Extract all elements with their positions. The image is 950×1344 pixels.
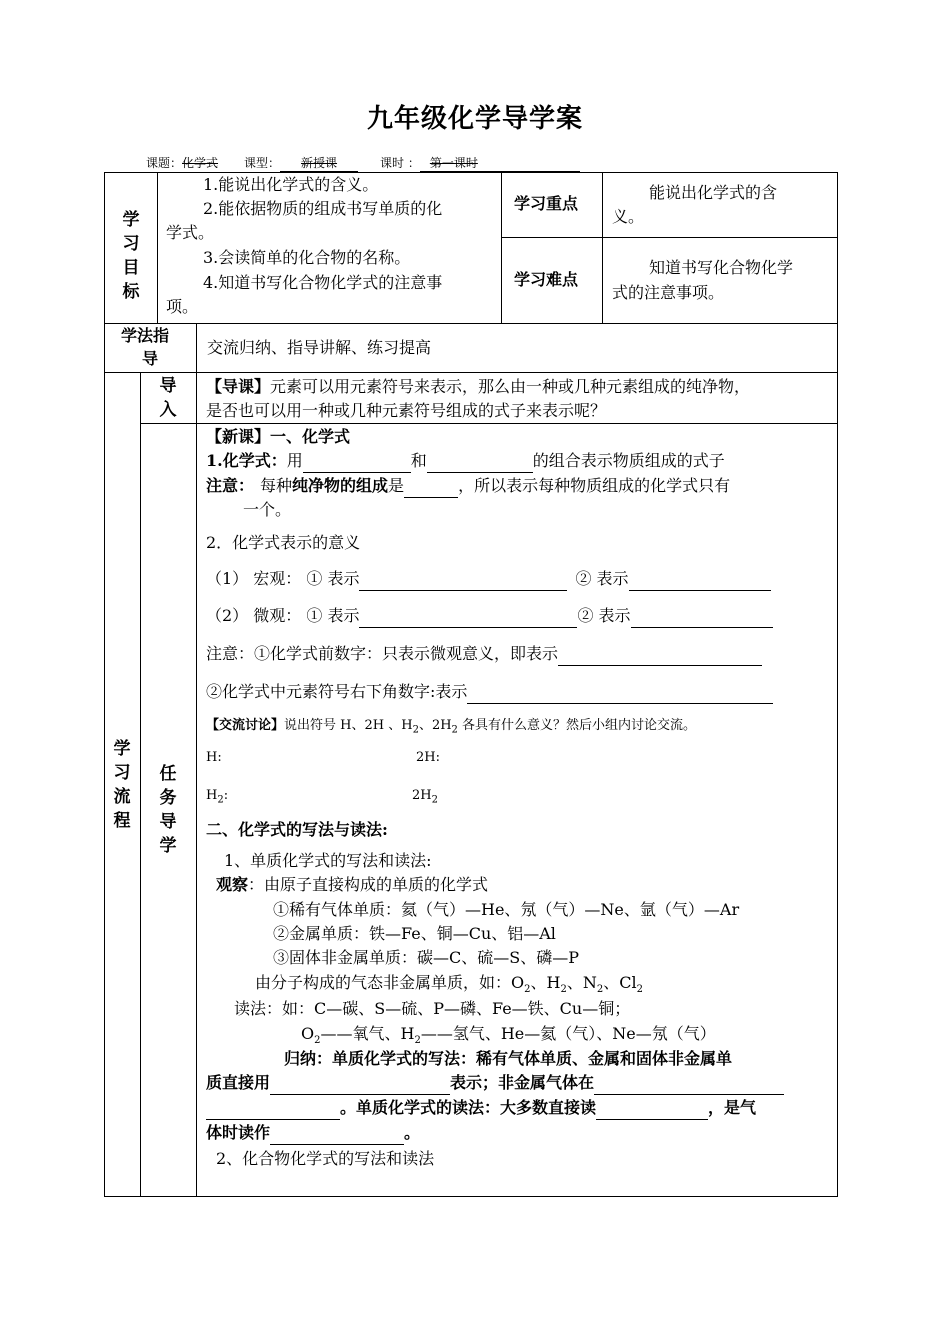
lesson-meta (146, 154, 580, 172)
focus-text: 能说出化学式的含 (649, 183, 778, 202)
new-lesson-heading: 【新课】一、化学式 (206, 427, 351, 446)
page-title: 九年级化学导学案 (366, 104, 583, 134)
read-line: $O_2——$氧气、$H_2——$氢气、He—氦（气）、Ne—氖（气） (301, 1024, 716, 1047)
goal-item: 3.会读简单的化合物的名称。 (203, 248, 411, 267)
type-value: 新授课 (280, 154, 358, 172)
goal-item: 2.能依据物质的组成书写单质的化 (203, 199, 443, 218)
rare-gas-line: ①稀有气体单质：氦（气）—He、氖（气）—Ne、氩（气）—Ar (273, 900, 740, 919)
h-symbol: H: (206, 750, 222, 765)
section2-title: 二、化学式的写法与读法: (206, 820, 388, 839)
difficulty-text: 式的注意事项。 (612, 283, 725, 302)
method-label: 学法指 (121, 326, 170, 345)
meaning-title: 2．化学式表示的意义 (206, 533, 361, 552)
micro-line: （2） 微观： ① 表示 ② 表示 (206, 604, 773, 628)
read-line: 读法：如：C—碳、S—硫、P—磷、Fe—铁、Cu—铜； (234, 999, 631, 1018)
2h-symbol: 2H: (416, 750, 440, 765)
note2-line: 注意：①化学式前数字：只表示微观意义，即表示 (206, 642, 762, 666)
summary-line: 质直接用 表示；非金属气体在 (206, 1071, 784, 1095)
subsection1-title: 1、单质化学式的写法和读法: (224, 851, 432, 870)
goal-item: 4.知道书写化合物化学式的注意事 (203, 273, 443, 292)
solid-line: ③固体非金属单质：碳—C、硫—S、磷—P (273, 948, 579, 967)
task-label: 任务导学 (159, 764, 177, 856)
gas-line: 由分子构成的气态非金属单质，如：$O_2$、$H_2$、$N_2$、$Cl_2$ (255, 973, 643, 996)
h2-symbol: $H_2$: (206, 788, 229, 806)
topic-value: 化学式 (182, 156, 219, 170)
discussion-line: 【交流讨论】说出符号 H、2H 、$H_2$、$2H_2$ 各具有什么意义？然后小组内讨论交流。 (206, 718, 697, 736)
goal-item: 1.能说出化学式的含义。 (203, 175, 379, 194)
summary-line: 体时读作 。 (206, 1121, 420, 1145)
intro-text: 【导课】元素可以用元素符号来表示，那么由一种或几种元素组成的纯净物， (206, 377, 751, 396)
focus-text: 义。 (612, 207, 645, 226)
period-value: 第一课时 (420, 154, 580, 172)
summary-line: 。单质化学式的读法：大多数直接读 ，是气 (206, 1096, 756, 1120)
method-text: 交流归纳、指导讲解、练习提高 (207, 338, 432, 357)
method-label: 导 (142, 349, 159, 368)
difficulty-text: 知道书写化合物化学 (649, 258, 794, 277)
note-line: 一个。 (243, 500, 292, 519)
2h2-symbol: $2H_2$ (412, 788, 438, 806)
focus-label: 学习重点 (514, 194, 579, 213)
summary-line: 归纳：单质化学式的写法：稀有气体单质、金属和固体非金属单 (284, 1049, 733, 1068)
flow-header: 学习流程 (113, 739, 131, 831)
topic-label: 课题： (146, 156, 183, 170)
note-line: 注意： 每种纯净物的组成是 ，所以表示每种物质组成的化学式只有 (206, 474, 730, 498)
goals-header: 学习目标 (122, 210, 140, 302)
definition-line: 1.化学式：用 和 的组合表示物质组成的式子 (206, 449, 725, 473)
metal-line: ②金属单质：铁—Fe、铜—Cu、铝—Al (273, 924, 556, 943)
subsection2-title: 2、化合物化学式的写法和读法 (216, 1149, 435, 1168)
goal-item: 学式。 (166, 223, 215, 242)
period-label: 课时 ： (380, 156, 420, 170)
goal-item: 项。 (166, 297, 199, 316)
note3-line: ②化学式中元素符号右下角数字:表示 (206, 680, 773, 704)
type-label: 课型： (244, 156, 281, 170)
difficulty-label: 学习难点 (514, 270, 579, 289)
intro-label: 导入 (159, 376, 177, 420)
observe-line: 观察：由原子直接构成的单质的化学式 (216, 875, 489, 894)
macro-line: （1） 宏观： ① 表示 ② 表示 (206, 567, 771, 591)
intro-text: 是否也可以用一种或几种元素符号组成的式子来表示呢？ (206, 401, 607, 420)
